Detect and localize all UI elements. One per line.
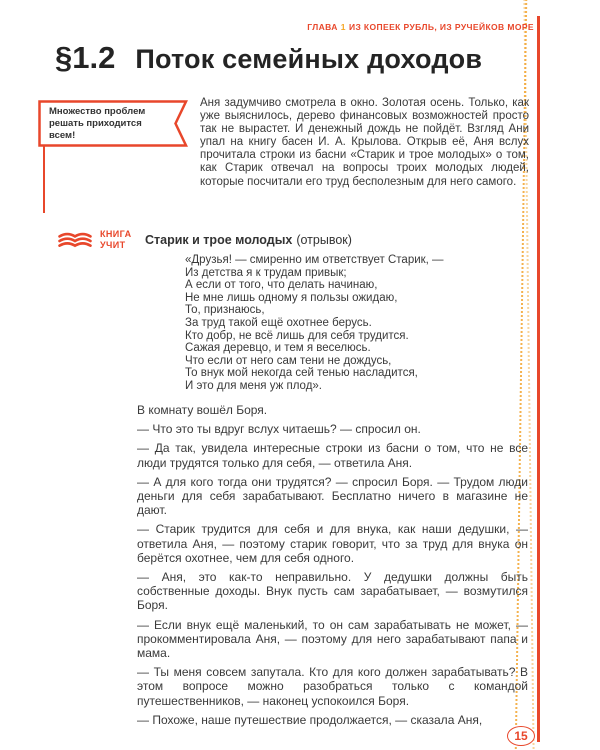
flag-callout-text: Множество проблем решать приходится всем! xyxy=(49,106,146,142)
poem-line: То, признаюсь, xyxy=(185,304,265,317)
poem-line: За труд такой ещё охотнее берусь. xyxy=(185,316,372,329)
poem-line: Не мне лишь одному я пользы ожидаю, xyxy=(185,291,398,304)
poem-line: Из детства я к трудам привык; xyxy=(185,266,347,279)
poem-line: Сажая деревцо, и тем я веселюсь. xyxy=(185,342,371,355)
section-title: Поток семейных доходов xyxy=(135,44,483,74)
page-number: 15 xyxy=(514,729,528,743)
dialog-paragraph: — Ты меня совсем запутала. Кто для кого должен зарабатывать? В этом вопросе можно разобраться только с командой путешественников, — наконец успокоился Боря. xyxy=(137,665,528,708)
poem-excerpt xyxy=(185,254,444,393)
chapter-word: ГЛАВА xyxy=(307,22,338,32)
dialog-paragraph: — Если внук ещё маленький, то он сам зарабатывать не может, — прокомментировала Аня, — поэтому для него зарабатывают папа и мама. xyxy=(137,617,528,661)
book-teaches-label-bottom: УЧИТ xyxy=(100,240,126,250)
dialog-paragraph: — Похоже, наше путешествие продолжается, — сказала Аня, xyxy=(137,712,483,727)
section-number: §1.2 xyxy=(55,40,116,75)
dialog-paragraph: — Старик трудится для себя и для внука, как наши дедушки, — ответила Аня, — поэтому старик говорит, что за труд для внука он берётся охотнее, чем для себя одного. xyxy=(137,522,528,565)
book-teaches-label xyxy=(100,229,132,251)
poem-line: Кто добр, не всё лишь для себя трудится. xyxy=(185,329,409,342)
excerpt-heading xyxy=(145,233,352,247)
dialog-paragraph: — Да так, увидела интересные строки из басни о том, что не все люди трудятся только для себя, — ответила Аня. xyxy=(137,441,528,470)
poem-line: И это для меня уж плод». xyxy=(185,379,323,392)
chapter-header xyxy=(307,22,534,32)
open-book-icon xyxy=(56,231,94,248)
chapter-number: 1 xyxy=(340,22,346,32)
dialog-paragraph: В комнату вошёл Боря. xyxy=(137,403,268,417)
dialog-paragraph: — Аня, это как-то неправильно. У дедушки должны быть собственные доходы. Внук пусть сам зарабатывает, — возмутился Боря. xyxy=(137,570,528,613)
poem-line: Что если от него сам тени не дождусь, xyxy=(185,354,392,367)
dialog-paragraph: — А для кого тогда они трудятся? — спросил Боря. — Трудом люди деньги для себя зарабатывают. Бесплатно ничего в магазине не дают. xyxy=(137,474,528,518)
right-accent-rule xyxy=(537,16,540,742)
poem-line: «Друзья! — смиренно им ответствует Старик, — xyxy=(185,254,444,266)
flag-pole xyxy=(43,146,45,213)
book-teaches-label-top: КНИГА xyxy=(100,229,132,239)
dialog-text xyxy=(137,403,528,732)
flag-callout xyxy=(38,100,188,147)
poem-line: То внук мой некогда сей тенью насладится, xyxy=(185,367,418,380)
intro-paragraph: Аня задумчиво смотрела в окно. Золотая осень. Только, как уже выяснилось, дерево финансовых возможностей просто так не вырастет. И денежный дождь не пойдёт. Взгляд Ани упал на книгу басен И. А. Крылова. Открыв её, Аня вслух прочитала строки из басни «Старик и трое молодых» о том, как Старик отвечал на вопросы троих молодых людей, которые посчитали его труд бесполезным для него самого. xyxy=(200,97,529,188)
section-title-row xyxy=(55,40,482,76)
dialog-paragraph: — Что это ты вдруг вслух читаешь? — спросил он. xyxy=(137,422,421,437)
poem-line: А если от того, что делать начинаю, xyxy=(185,279,378,292)
excerpt-title: Старик и трое молодых xyxy=(145,233,293,247)
excerpt-subtitle: (отрывок) xyxy=(296,233,352,247)
chapter-title: ИЗ КОПЕЕК РУБЛЬ, ИЗ РУЧЕЙКОВ МОРЕ xyxy=(348,22,534,32)
page-number-badge xyxy=(507,726,535,746)
